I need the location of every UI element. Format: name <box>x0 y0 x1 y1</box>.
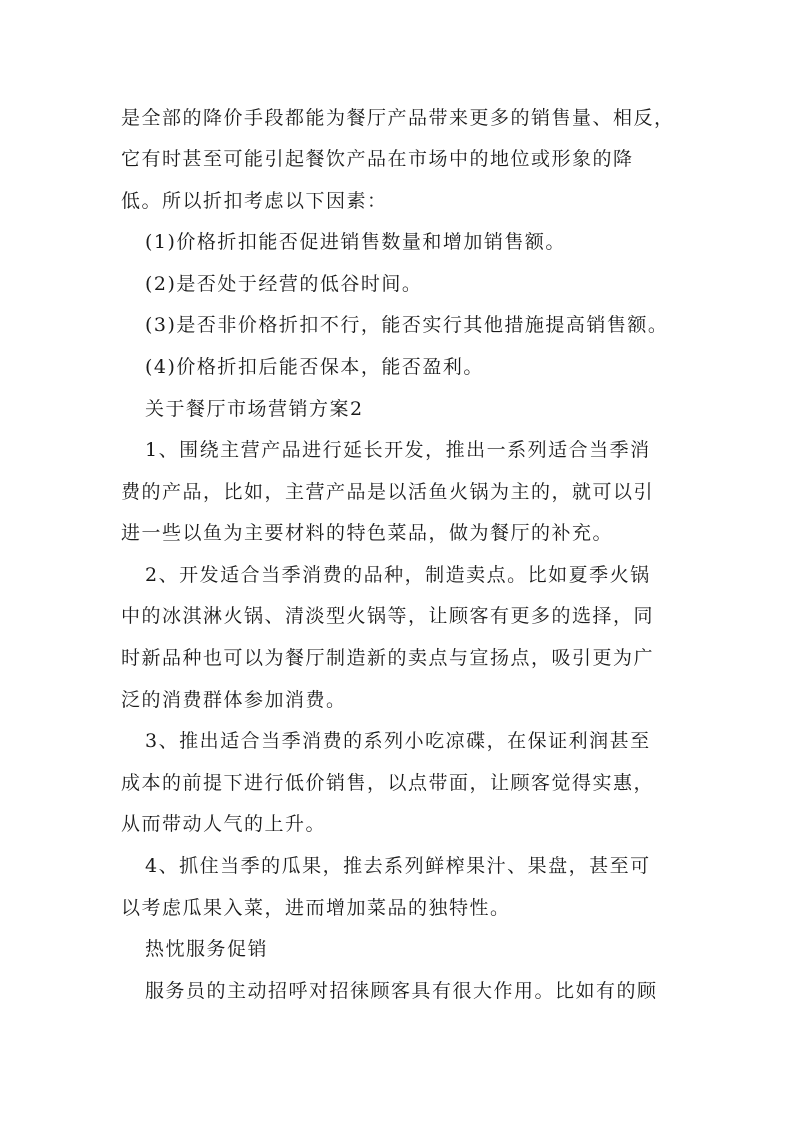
list-item: (1)价格折扣能否促进销售数量和增加销售额。 <box>145 231 566 253</box>
body-text-line: 从而带动人气的上升。 <box>121 813 327 835</box>
list-item: (2)是否处于经营的低谷时间。 <box>145 273 423 295</box>
body-text-line: 中的冰淇淋火锅、清淡型火锅等，让顾客有更多的选择，同 <box>121 605 655 627</box>
body-text-line: 泛的消费群体参加消费。 <box>121 689 347 711</box>
body-text-line: 以考虑瓜果入菜，进而增加菜品的独特性。 <box>121 897 511 919</box>
body-text-line: 2、开发适合当季消费的品种，制造卖点。比如夏季火锅 <box>145 564 651 586</box>
section-heading: 热忱服务促销 <box>145 938 269 960</box>
body-text-line: 成本的前提下进行低价销售，以点带面，让顾客觉得实惠， <box>121 772 655 794</box>
body-text-line: 是全部的降价手段都能为餐厅产品带来更多的销售量、相反， <box>121 107 675 129</box>
body-text-line: 4、抓住当季的瓜果，推去系列鲜榨果汁、果盘，甚至可 <box>145 855 651 877</box>
list-item: (4)价格折扣后能否保本，能否盈利。 <box>145 356 484 378</box>
section-heading: 关于餐厅市场营销方案2 <box>145 398 364 420</box>
body-text-line: 进一些以鱼为主要材料的特色菜品，做为餐厅的补充。 <box>121 522 614 544</box>
body-text-line: 1、围绕主营产品进行延长开发，推出一系列适合当季消 <box>145 439 651 461</box>
body-text-line: 低。所以折扣考虑以下因素： <box>121 190 388 212</box>
body-text-line: 3、推出适合当季消费的系列小吃凉碟，在保证利润甚至 <box>145 730 651 752</box>
body-text-line: 费的产品，比如，主营产品是以活鱼火锅为主的，就可以引 <box>121 481 655 503</box>
list-item: (3)是否非价格折扣不行，能否实行其他措施提高销售额。 <box>145 314 669 336</box>
body-text-line: 服务员的主动招呼对招徕顾客具有很大作用。比如有的顾 <box>145 980 658 1002</box>
body-text-line: 它有时甚至可能引起餐饮产品在市场中的地位或形象的降 <box>121 148 634 170</box>
body-text-line: 时新品种也可以为餐厅制造新的卖点与宣扬点，吸引更为广 <box>121 647 655 669</box>
